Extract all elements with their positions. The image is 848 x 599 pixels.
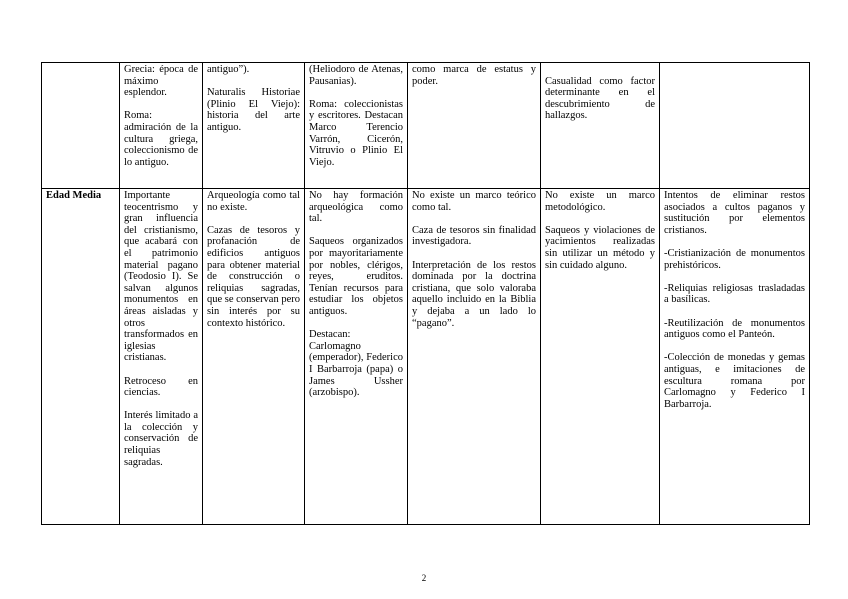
cell-paragraph: Interés limitado a la colección y conservación de reliquias sagradas.: [124, 410, 198, 468]
paragraph-gap: [309, 87, 403, 99]
cell-paragraph: Caza de tesoros sin finalidad investigadora.: [412, 224, 536, 248]
table-cell: [408, 189, 541, 525]
table-cell: [203, 189, 305, 525]
cell-paragraph: Cazas de tesoros y profanación de edificios antiguos para obtener material de construcción o reliquias sagradas, que se conservan pero sin interés por su contexto histórico.: [207, 224, 301, 329]
table-cell: [305, 63, 408, 189]
paragraph-gap: [309, 318, 403, 330]
table-cell: [541, 63, 660, 189]
cell-paragraph: Retroceso en ciencias.: [124, 375, 198, 399]
period-label-cell: Edad Media: [42, 189, 120, 525]
cell-paragraph: -Colección de monedas y gemas antiguas, e imitaciones de escultura romana por Carlomagno y Federico I Barbarroja.: [664, 352, 805, 410]
cell-paragraph: antiguo”).: [207, 64, 250, 75]
cell-paragraph: -Reliquias religiosas trasladadas a basílicas.: [664, 282, 805, 306]
cell-paragraph: -Reutilización de monumentos antiguos como el Panteón.: [664, 317, 805, 341]
cell-paragraph: No hay formación arqueológica como tal.: [309, 190, 403, 225]
paragraph-gap: [124, 399, 198, 411]
table-cell: [203, 63, 305, 189]
history-table: [41, 62, 810, 525]
table-row: [42, 189, 810, 525]
cell-paragraph: Roma: coleccionistas y escritores. Destacan Marco Terencio Varrón, Cicerón, Vitruvio o Plinio El Viejo.: [309, 98, 403, 168]
paragraph-gap: [545, 64, 655, 76]
paragraph-gap: [412, 248, 536, 260]
table-cell: [541, 189, 660, 525]
paragraph-gap: [545, 213, 655, 225]
table-cell: [305, 189, 408, 525]
paragraph-gap: [412, 213, 536, 225]
paragraph-gap: [664, 341, 805, 353]
cell-paragraph: Destacan: Carlomagno (emperador), Federico I Barbarroja (papa) o James Ussher (arzobispo).: [309, 329, 403, 399]
table-cell: [660, 189, 810, 525]
paragraph-gap: [207, 213, 300, 225]
cell-paragraph: No existe un marco metodológico.: [545, 190, 655, 213]
table-cell: [408, 63, 541, 189]
paragraph-gap: [664, 236, 805, 248]
cell-paragraph: Arqueología como tal no existe.: [207, 190, 300, 213]
table-cell: [120, 63, 203, 189]
period-label-cell: [42, 63, 120, 189]
paragraph-gap: [309, 225, 403, 237]
cell-paragraph: Roma: admiración de la cultura griega, coleccionismo de lo antiguo.: [124, 110, 198, 168]
cell-paragraph: No existe un marco teórico como tal.: [412, 190, 536, 213]
table-cell: [120, 189, 203, 525]
cell-paragraph: Naturalis Historiae (Plinio El Viejo): historia del arte antiguo.: [207, 87, 300, 133]
cell-paragraph: Grecia: época de máximo esplendor.: [124, 64, 198, 99]
table-row: [42, 63, 810, 189]
paragraph-gap: [664, 271, 805, 283]
cell-paragraph: (Heliodoro de Atenas, Pausanias).: [309, 64, 403, 87]
paragraph-gap: [207, 76, 300, 88]
cell-paragraph: Interpretación de los restos dominada por la doctrina cristiana, que solo valoraba aquello incluido en la Biblia y dejaba a un lado lo “pagano”.: [412, 259, 536, 329]
cell-paragraph: Intentos de eliminar restos asociados a cultos paganos y sustitución por elementos cristianos.: [664, 190, 805, 236]
paragraph-gap: [664, 306, 805, 318]
cell-paragraph: Importante teocentrismo y gran influencia del cristianismo, que acabará con el patrimonio material pagano (Teodosio I). Se salvan algunos monumentos en áreas aisladas y otros transformados en iglesias cristianas.: [124, 190, 198, 364]
cell-paragraph: como marca de estatus y poder.: [412, 64, 536, 87]
page-number: 2: [421, 573, 427, 583]
paragraph-gap: [124, 364, 198, 376]
cell-paragraph: -Cristianización de monumentos prehistóricos.: [664, 247, 805, 271]
paragraph-gap: [124, 99, 198, 111]
cell-paragraph: Saqueos organizados por mayoritariamente por nobles, clérigos, reyes, eruditos. Tenían recursos para estudiar los objetos antiguos.: [309, 236, 403, 317]
table-cell: [660, 63, 810, 189]
cell-paragraph: Saqueos y violaciones de yacimientos realizadas sin utilizar un método y sin cuidado alguno.: [545, 224, 655, 271]
cell-paragraph: Casualidad como factor determinante en el descubrimiento de hallazgos.: [545, 75, 655, 122]
